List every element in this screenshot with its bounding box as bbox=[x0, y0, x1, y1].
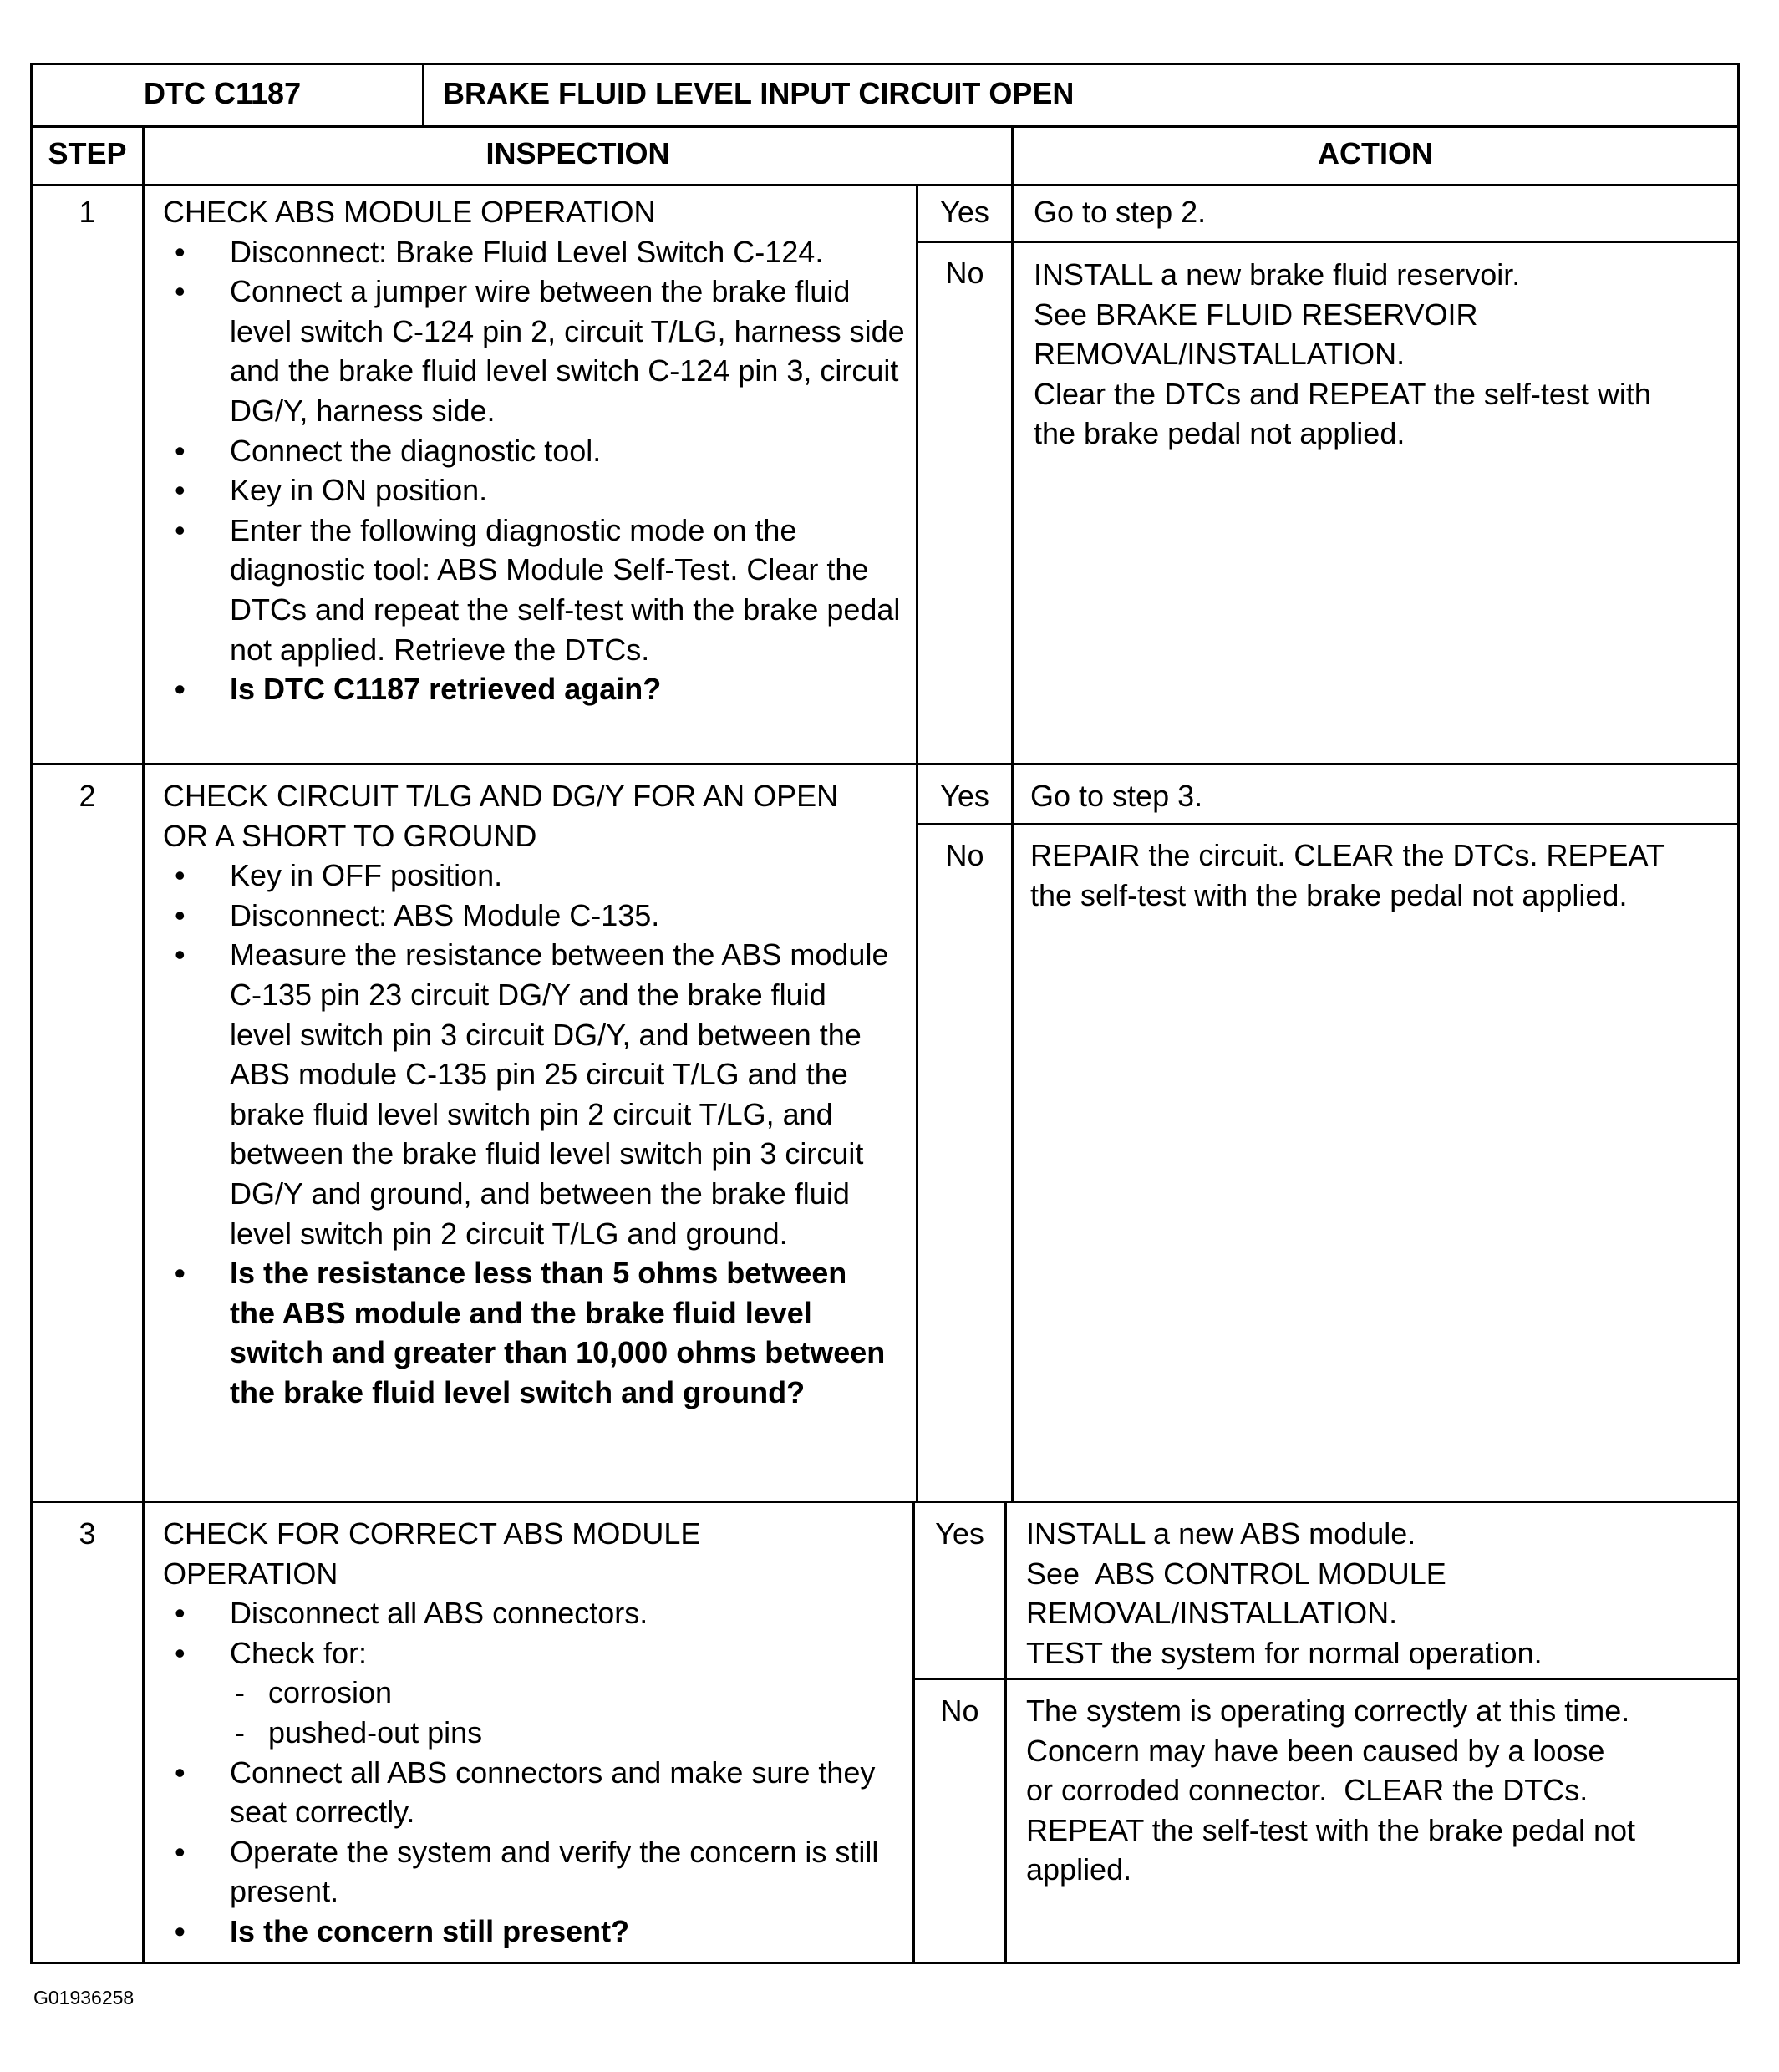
list-item-text: Check for: bbox=[230, 1635, 368, 1670]
list-item bbox=[163, 1633, 882, 1753]
column-header-action: ACTION bbox=[1318, 136, 1433, 170]
column-header-step: STEP bbox=[48, 136, 127, 170]
step-number: 2 bbox=[79, 779, 96, 813]
action-line: TEST the system for normal operation. bbox=[1026, 1635, 1543, 1670]
no-action bbox=[1030, 835, 1736, 915]
no-label: No bbox=[945, 256, 984, 290]
list-item: • Disconnect: Brake Fluid Level Switch C-124. bbox=[163, 232, 911, 272]
no-action bbox=[1034, 255, 1736, 454]
rule-action-column-step3 bbox=[1004, 1501, 1007, 1964]
sub-list-item: - pushed-out pins bbox=[230, 1713, 882, 1753]
check-for-sublist bbox=[230, 1673, 882, 1752]
action-line: Go to step 2. bbox=[1034, 195, 1207, 229]
step-inspection bbox=[163, 776, 890, 1413]
list-item: • Connect the diagnostic tool. bbox=[163, 431, 911, 471]
action-line: the self-test with the brake pedal not applied. bbox=[1030, 877, 1628, 912]
action-line: applied. bbox=[1026, 1852, 1132, 1887]
sub-list-item: - corrosion bbox=[230, 1673, 882, 1713]
rule-below-header bbox=[30, 125, 1740, 128]
action-line: REPEAT the self-test with the brake pedal not bbox=[1026, 1812, 1636, 1847]
list-item: • Enter the following diagnostic mode on the diagnostic tool: ABS Module Self-Test. Clear the DTCs and repeat the self-test with the brake pedal not applied. Retrieve the DTCs. bbox=[163, 510, 911, 669]
inspection-bullets bbox=[163, 232, 911, 709]
step-question: • Is the concern still present? bbox=[163, 1912, 882, 1952]
dtc-code: DTC C1187 bbox=[144, 76, 302, 110]
rule-below-step2 bbox=[30, 1501, 1740, 1503]
rule-step2-yes-no bbox=[916, 823, 1740, 825]
rule-below-step1 bbox=[30, 763, 1740, 765]
yes-action bbox=[1034, 192, 1736, 232]
action-line: See BRAKE FLUID RESERVOIR bbox=[1034, 297, 1478, 332]
action-line: Concern may have been caused by a loose bbox=[1026, 1733, 1605, 1768]
yes-label: Yes bbox=[940, 779, 989, 813]
action-line: The system is operating correctly at this time. bbox=[1026, 1694, 1630, 1728]
step-title: CHECK ABS MODULE OPERATION bbox=[163, 195, 656, 229]
rule-below-column-headers bbox=[30, 184, 1740, 186]
list-item: • Operate the system and verify the concern is still present. bbox=[163, 1832, 882, 1912]
dtc-title: BRAKE FLUID LEVEL INPUT CIRCUIT OPEN bbox=[443, 76, 1075, 110]
no-label: No bbox=[945, 838, 984, 872]
inspection-bullets bbox=[163, 856, 890, 1412]
step-question: • Is the resistance less than 5 ohms between the ABS module and the brake fluid level switch and greater than 10,000 ohms between the brake fluid level switch and ground? bbox=[163, 1253, 890, 1412]
list-item: • Connect a jumper wire between the brake fluid level switch C-124 pin 2, circuit T/LG, harness side and the brake fluid level switch C-124 pin 3, circuit DG/Y, harness side. bbox=[163, 272, 911, 430]
action-line: the brake pedal not applied. bbox=[1034, 416, 1405, 451]
rule-step1-yes-no bbox=[916, 241, 1740, 243]
action-line: INSTALL a new ABS module. bbox=[1026, 1516, 1416, 1551]
column-header-inspection: INSPECTION bbox=[485, 136, 670, 170]
action-line: REMOVAL/INSTALLATION. bbox=[1026, 1596, 1398, 1631]
figure-id: G01936258 bbox=[33, 1987, 135, 2009]
step-title: CHECK CIRCUIT T/LG AND DG/Y FOR AN OPEN OR A SHORT TO GROUND bbox=[163, 779, 839, 853]
step-question: • Is DTC C1187 retrieved again? bbox=[163, 669, 911, 709]
step-number: 3 bbox=[79, 1516, 96, 1551]
yes-label: Yes bbox=[940, 195, 989, 229]
inspection-bullets bbox=[163, 1593, 882, 1951]
action-line: or corroded connector. CLEAR the DTCs. bbox=[1026, 1773, 1588, 1808]
yes-label: Yes bbox=[935, 1516, 984, 1551]
no-label: No bbox=[940, 1694, 979, 1728]
list-item: • Key in OFF position. bbox=[163, 856, 890, 896]
action-line: REPAIR the circuit. CLEAR the DTCs. REPEAT bbox=[1030, 838, 1665, 872]
action-line: REMOVAL/INSTALLATION. bbox=[1034, 337, 1405, 372]
list-item: • Measure the resistance between the ABS module C-135 pin 23 circuit DG/Y and the brake fluid level switch pin 3 circuit DG/Y, and between the ABS module C-135 pin 25 circuit T/LG and the brake fluid level switch pin 2 circuit T/LG, and between the brake fluid level switch pin 3 circuit DG/Y and ground, and between the brake fluid level switch pin 2 circuit T/LG and ground. bbox=[163, 935, 890, 1253]
list-item: • Key in ON position. bbox=[163, 470, 911, 510]
step-inspection bbox=[163, 192, 911, 709]
rule-header-divider bbox=[422, 63, 424, 128]
step-number: 1 bbox=[79, 195, 96, 229]
yes-action bbox=[1026, 1514, 1736, 1673]
rule-action-column bbox=[1011, 125, 1014, 1503]
no-action bbox=[1026, 1691, 1736, 1890]
rule-answer-column-step3 bbox=[912, 1501, 915, 1964]
action-line: See ABS CONTROL MODULE bbox=[1026, 1556, 1446, 1591]
action-line: Go to step 3. bbox=[1030, 779, 1203, 813]
yes-action bbox=[1030, 776, 1736, 816]
rule-step3-yes-no bbox=[912, 1678, 1740, 1680]
list-item: • Disconnect all ABS connectors. bbox=[163, 1593, 882, 1633]
action-line: Clear the DTCs and REPEAT the self-test with bbox=[1034, 376, 1651, 411]
rule-step-column bbox=[142, 125, 145, 1964]
step-title: CHECK FOR CORRECT ABS MODULE OPERATION bbox=[163, 1516, 701, 1591]
action-line: INSTALL a new brake fluid reservoir. bbox=[1034, 257, 1521, 292]
list-item: • Disconnect: ABS Module C-135. bbox=[163, 896, 890, 936]
step-inspection bbox=[163, 1514, 882, 1952]
list-item: • Connect all ABS connectors and make sure they seat correctly. bbox=[163, 1753, 882, 1832]
